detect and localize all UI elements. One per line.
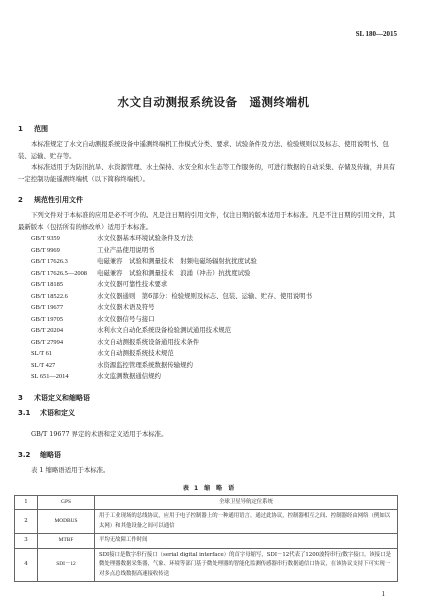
- section-title: 范围: [34, 125, 48, 133]
- reference-title: 水文仪器通则 第6部分：检验规则及标志、包装、运输、贮存、使用说明书: [97, 291, 312, 300]
- table-row: [15, 495, 398, 510]
- reference-item: [18, 256, 399, 268]
- section-title: 术语定义和缩略语: [34, 393, 90, 402]
- abbreviation-cell: SDI－12: [38, 548, 95, 582]
- reference-item: [18, 348, 399, 360]
- section-3-2-paragraph: 表 1 缩略语适用于本标准。: [31, 466, 110, 474]
- subsection-title: 术语和定义: [40, 408, 75, 417]
- table-caption: 表 1 缩 略 语: [182, 484, 235, 492]
- description-cell: 平均无故障工作时间: [95, 534, 398, 549]
- subsection-number: 3.1: [18, 408, 31, 417]
- row-number-cell: 1: [15, 495, 38, 510]
- row-number-cell: 2: [15, 510, 38, 534]
- reference-item: [18, 302, 399, 314]
- reference-code: GB/T 19705: [31, 315, 64, 323]
- document-body: [18, 124, 399, 582]
- reference-code: GB/T 18185: [31, 281, 64, 288]
- reference-title: 电磁兼容 试验和测量技术 射频电磁场辐射抗扰度试验: [97, 257, 257, 265]
- table-row: [15, 510, 398, 534]
- description-cell: 用于工业现场的总线协议，应用于电子控制器上的一种通用语言。通过此协议，控制器相互之间、控制器经由网络（例如以太网）和其他设备之间可以通信: [95, 510, 398, 534]
- reference-code: GB/T 19677: [31, 304, 64, 311]
- reference-code: GB/T 17626.3: [31, 258, 68, 265]
- table-row: [15, 548, 398, 582]
- subsection-number: 3.2: [18, 451, 31, 459]
- reference-code: GB/T 17626.5—2008: [31, 269, 87, 277]
- reference-item: [18, 360, 399, 372]
- reference-title: 水文自动测报系统技术规范: [97, 349, 174, 357]
- abbreviation-cell: MTBF: [38, 534, 95, 549]
- reference-code: GB/T 9359: [31, 235, 60, 242]
- reference-code: SL/T 427: [31, 361, 56, 369]
- reference-title: 水文仪器可靠性技术要求: [97, 280, 168, 288]
- reference-title: 水文仪器术语及符号: [97, 303, 155, 311]
- standard-code: SL 180—2015: [355, 30, 397, 38]
- reference-item: [18, 245, 399, 257]
- normative-reference-list: [18, 233, 399, 383]
- reference-title: 水文自动测报系统设备通用技术条件: [97, 337, 200, 346]
- section-1-heading: [18, 124, 399, 134]
- reference-title: 水文仪器信号与接口: [97, 314, 155, 323]
- section-number: 2: [18, 196, 23, 204]
- abbreviation-cell: GPS: [38, 495, 95, 510]
- reference-title: 电磁兼容 试验和测量技术 浪涌（冲击）抗扰度试验: [97, 268, 251, 277]
- reference-title: 工业产品使用说明书: [97, 245, 155, 254]
- reference-title: 水利水文自动化系统设备检验测试通用技术规范: [97, 326, 232, 334]
- reference-title: 水资源监控管理系统数据传输规约: [97, 360, 193, 369]
- abbreviation-table: [14, 495, 398, 583]
- subsection-title: 缩略语: [40, 451, 61, 459]
- page-number: 1: [381, 590, 385, 598]
- row-number-cell: 3: [15, 534, 38, 549]
- document-title: 水文自动测报系统设备 遥测终端机: [117, 95, 310, 109]
- reference-code: GB/T 27994: [31, 338, 64, 346]
- reference-item: [18, 371, 399, 383]
- reference-code: GB/T 9969: [31, 246, 60, 254]
- reference-item: [18, 279, 399, 291]
- reference-item: [18, 233, 399, 245]
- reference-item: [18, 268, 399, 280]
- section-3-2-heading: [18, 450, 399, 460]
- description-cell: 全球卫星导航定位系统: [95, 495, 398, 510]
- section-2-paragraph-1: 下列文件对于本标准的应用是必不可少的。凡是注日期的引用文件，仅注日期的版本适用于本标准。凡是不注日期的引用文件，其最新版本（包括所有的修改单）适用于本标准。: [18, 211, 396, 231]
- table-row: [15, 534, 398, 549]
- abbreviation-cell: MODBUS: [38, 510, 95, 534]
- section-3-1-paragraph: GB/T 19677 界定的术语和定义适用于本标准。: [31, 429, 168, 438]
- reference-item: [18, 314, 399, 326]
- description-cell: SDI接口是数字串行接口（serial digital interface）的首字母缩写，SDI－12代表了1200波特串行/数字接口。该接口是微处理器数据采集器，气象、环境等部门基于微处理器的智能化监测传感器串行数据通信口协议，在该协议支持下可实现一对多点总线数据高速接收传送: [95, 548, 398, 582]
- reference-title: 水文监测数据通信规约: [97, 372, 161, 380]
- reference-item: [18, 291, 399, 303]
- section-3-1-heading: [18, 408, 399, 418]
- section-2-heading: [18, 195, 399, 205]
- section-number: 3: [18, 393, 23, 402]
- reference-title: 水文仪器基本环境试验条件及方法: [97, 234, 193, 242]
- reference-code: SL/T 61: [31, 350, 53, 357]
- reference-code: GB/T 20204: [31, 327, 64, 334]
- row-number-cell: 4: [15, 548, 38, 582]
- reference-code: GB/T 18522.6: [31, 292, 68, 300]
- section-number: 1: [18, 125, 23, 133]
- reference-item: [18, 325, 399, 337]
- section-3-heading: [18, 393, 399, 403]
- reference-item: [18, 337, 399, 349]
- reference-code: SL 651—2014: [31, 373, 69, 380]
- section-1-paragraph-2: 本标准适用于为防汛抗旱、水资源管理、水土保持、水安全和水生态等工作服务的，可进行数据的自动采集、存储及传输，并具有一定控制功能遥测终端机（以下简称终端机）。: [18, 163, 396, 183]
- section-1-paragraph-1: 本标准规定了水文自动测报系统设备中遥测终端机工作模式分类、要求、试验条件及方法、检验规则以及标志、使用说明书、包装、运输、贮存等。: [18, 140, 389, 160]
- section-title: 规范性引用文件: [34, 196, 83, 204]
